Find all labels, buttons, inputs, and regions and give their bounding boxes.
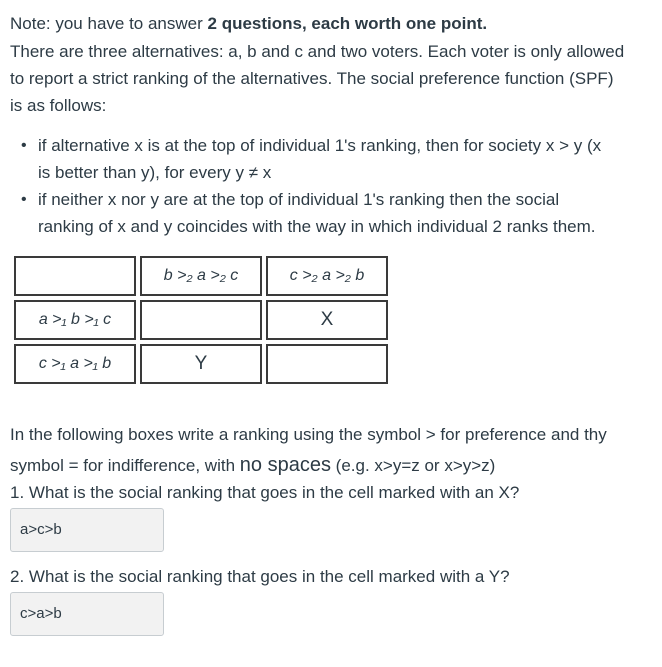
intro-line-2: There are three alternatives: a, b and c and two voters. Each voter is only allowed <box>10 42 625 61</box>
answer-2-input[interactable]: c>a>b <box>10 592 164 636</box>
bullet-icon: • <box>21 191 27 208</box>
column-header-voter2-c-a-b: c >₂ a >₂ b <box>266 256 388 296</box>
intro-line-4: is as follows: <box>10 96 107 115</box>
instructions-line-1: In the following boxes write a ranking using the symbol > for preference and thy <box>10 425 607 444</box>
table-cell <box>266 344 388 384</box>
rule-1-line-1: if alternative x is at the top of individual 1's ranking, then for society x > y (x <box>38 136 602 155</box>
instructions-line-2: symbol = for indifference, with no spaces (e.g. x>y=z or x>y>z) <box>10 454 496 476</box>
table-cell <box>140 300 262 340</box>
column-header-voter2-b-a-c: b >₂ a >₂ c <box>140 256 262 296</box>
cell-marked-y: Y <box>140 344 262 384</box>
question-1-text: 1. What is the social ranking that goes in the cell marked with an X? <box>10 483 520 502</box>
rule-2-line-2: ranking of x and y coincides with the way in which individual 2 ranks them. <box>38 217 596 236</box>
rule-1-line-2: is better than y), for every y ≠ x <box>38 163 272 182</box>
row-header-voter1-a-b-c: a >₁ b >₁ c <box>14 300 136 340</box>
bullet-icon: • <box>21 137 27 154</box>
rule-2-line-1: if neither x nor y are at the top of individual 1's ranking then the social <box>38 190 560 209</box>
row-header-voter1-c-a-b: c >₁ a >₁ b <box>14 344 136 384</box>
cell-marked-x: X <box>266 300 388 340</box>
intro-line-3: to report a strict ranking of the alternatives. The social preference function (SPF) <box>10 69 614 88</box>
ranking-table <box>10 252 392 388</box>
question-2-text: 2. What is the social ranking that goes in the cell marked with a Y? <box>10 567 510 586</box>
note-line: Note: you have to answer 2 questions, each worth one point. <box>10 14 488 33</box>
answer-1-input[interactable]: a>c>b <box>10 508 164 552</box>
table-corner-cell <box>14 256 136 296</box>
